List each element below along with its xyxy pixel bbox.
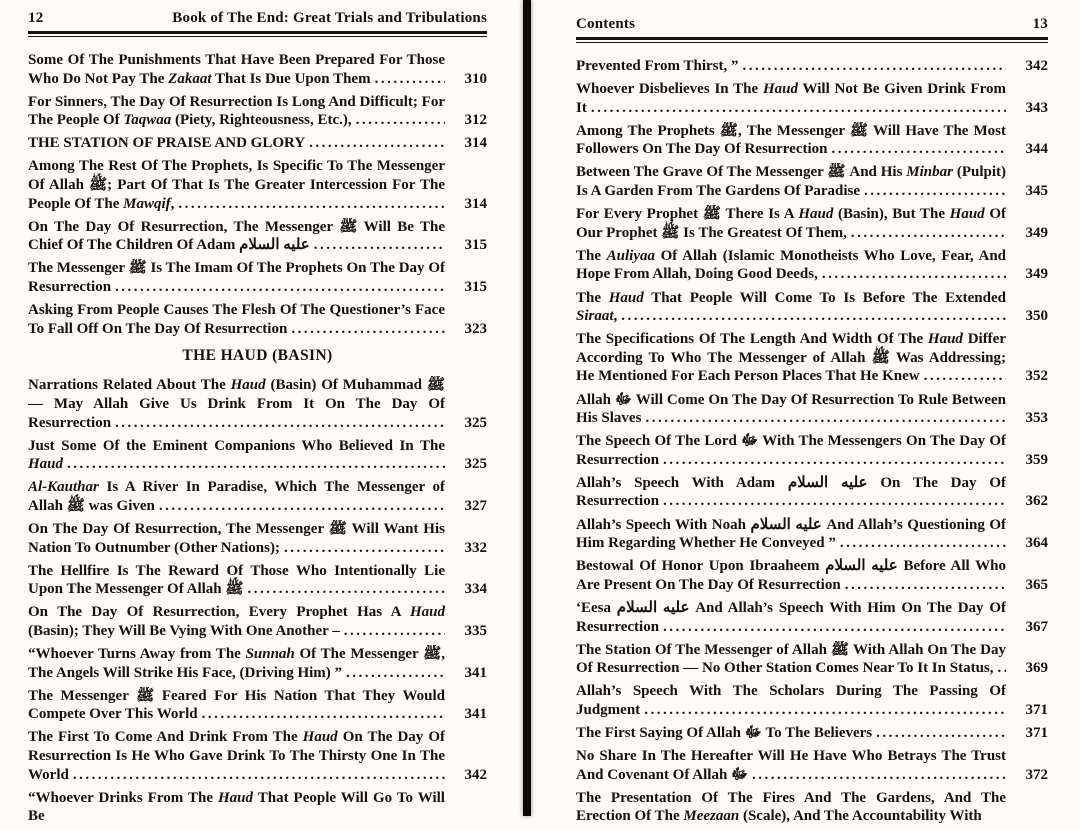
right-page-header bbox=[576, 16, 1048, 37]
toc-entry-text: The Haud That People Will Come To Is Before The Extended Siraat, ..... bbox=[576, 289, 1006, 326]
toc-entry-page-number: 343 bbox=[1025, 99, 1048, 116]
toc-entry-text: The Messenger ﷺ Is The Imam Of The Prophets On The Day Of Resurrection ..... bbox=[28, 259, 445, 296]
toc-entry-page-number: 349 bbox=[1025, 224, 1048, 241]
toc-entry-text: Narrations Related About The Haud (Basin) Of Muhammad ﷺ — May Allah Give Us Drink From It On The Day Of Resurrection ..... bbox=[28, 376, 445, 432]
toc-entry-page-number: 353 bbox=[1025, 410, 1048, 427]
toc-entry-text: On The Day Of Resurrection, The Messenger ﷺ Will Be The Chief Of The Children Of Adam عليه السلام ..... bbox=[28, 218, 445, 255]
toc-entry-page-number: 314 bbox=[464, 195, 487, 212]
toc-entry bbox=[576, 122, 1048, 159]
left-page-number: 12 bbox=[28, 10, 44, 26]
toc-entry-text: Among The Prophets ﷺ, The Messenger ﷺ Will Have The Most Followers On The Day Of Resurrection ..... bbox=[576, 122, 1006, 159]
toc-entry-page-number: 332 bbox=[464, 539, 487, 556]
section-heading: THE HAUD (BASIN) bbox=[182, 347, 333, 365]
toc-entry-text: Between The Grave Of The Messenger ﷺ And His Minbar (Pulpit) Is A Garden From The Gardens Of Paradise ..... bbox=[576, 163, 1006, 200]
toc-entry-text: On The Day Of Resurrection, Every Prophet Has A Haud (Basin); They Will Be Vying With One Another – ..... bbox=[28, 603, 445, 640]
toc-entry bbox=[28, 51, 487, 88]
toc-entry-text: Allah’s Speech With Noah عليه السلام And Allah’s Questioning Of Him Regarding Whether He Conveyed ” ..... bbox=[576, 516, 1006, 553]
toc-entry bbox=[28, 157, 487, 213]
toc-entry bbox=[576, 289, 1048, 326]
toc-entry-page-number: 364 bbox=[1025, 535, 1048, 552]
toc-entry-page-number: 342 bbox=[464, 766, 487, 783]
toc-entry-page-number: 312 bbox=[464, 112, 487, 129]
toc-entry-page-number: 342 bbox=[1025, 58, 1048, 74]
left-running-title: Book of The End: Great Trials and Tribulations bbox=[172, 10, 487, 26]
toc-entry bbox=[28, 478, 487, 515]
toc-entry bbox=[576, 599, 1048, 636]
toc-entry-page-number: 345 bbox=[1025, 183, 1048, 200]
toc-entry-text: Allah’s Speech With The Scholars During The Passing Of Judgment ..... bbox=[576, 682, 1006, 719]
toc-entry-text: For Sinners, The Day Of Resurrection Is Long And Difficult; For The People Of Taqwaa (Piety, Righteousness, Etc.), ..... bbox=[28, 93, 445, 130]
toc-entry bbox=[576, 682, 1048, 719]
toc-entry-page-number: 327 bbox=[464, 497, 487, 514]
toc-entry-text: The Specifications Of The Length And Width Of The Haud Differ According To Who The Messenger of Allah ﷺ Was Addressing; He Mentioned For Each Person Places That He Knew ..... bbox=[576, 330, 1006, 386]
toc-entry bbox=[28, 218, 487, 255]
toc-entry bbox=[28, 437, 487, 474]
toc-entry-text: The Speech Of The Lord ﷻ With The Messengers On The Day Of Resurrection ..... bbox=[576, 432, 1006, 469]
toc-entry-text: “Whoever Turns Away from The Sunnah Of The Messenger ﷺ, The Angels Will Strike His Face, (Driving Him) ” ..... bbox=[28, 645, 445, 682]
left-toc-entries bbox=[28, 51, 487, 826]
toc-entry bbox=[576, 163, 1048, 200]
toc-entry bbox=[576, 57, 1048, 76]
left-page-header bbox=[28, 10, 487, 31]
toc-entry bbox=[576, 747, 1048, 784]
toc-entry-page-number: 341 bbox=[464, 706, 487, 723]
toc-entry-text: Whoever Disbelieves In The Haud Will Not Be Given Drink From It ..... bbox=[576, 80, 1006, 117]
toc-entry-text: For Every Prophet ﷺ There Is A Haud (Basin), But The Haud Of Our Prophet ﷺ Is The Greatest Of Them, ..... bbox=[576, 205, 1006, 242]
toc-entry-page-number: 369 bbox=[1025, 660, 1048, 677]
toc-entry-page-number: 365 bbox=[1025, 576, 1048, 593]
toc-entry bbox=[576, 641, 1048, 678]
toc-entry bbox=[576, 516, 1048, 553]
toc-entry-text: The Presentation Of The Fires And The Gardens, And The Erection Of The Meezaan (Scale), And The Accountability With bbox=[576, 789, 1006, 825]
toc-entry-page-number: 350 bbox=[1025, 308, 1048, 325]
toc-entry-page-number: 367 bbox=[1025, 618, 1048, 635]
right-toc-entries bbox=[576, 57, 1048, 826]
toc-entry-text: The Auliyaa Of Allah (Islamic Monotheists Who Love, Fear, And Hope From Allah, Doing Good Deeds, ..... bbox=[576, 247, 1006, 284]
toc-entry-page-number: 325 bbox=[464, 414, 487, 431]
toc-entry-text: “Whoever Drinks From The Haud That People Will Go To Will Be bbox=[28, 789, 445, 825]
toc-entry-text: The Messenger ﷺ Feared For His Nation That They Would Compete Over This World ..... bbox=[28, 687, 445, 724]
toc-entry bbox=[576, 391, 1048, 428]
toc-entry bbox=[576, 474, 1048, 511]
toc-entry-text: The First To Come And Drink From The Haud On The Day Of Resurrection Is He Who Gave Drink To The Thirsty One In The World ..... bbox=[28, 728, 445, 784]
left-header-rule-thin bbox=[28, 36, 487, 37]
toc-entry bbox=[28, 259, 487, 296]
toc-entry bbox=[28, 520, 487, 557]
toc-entry-page-number: 341 bbox=[464, 664, 487, 681]
toc-entry-text: Asking From People Causes The Flesh Of The Questioner’s Face To Fall Off On The Day Of Resurrection ..... bbox=[28, 301, 445, 338]
toc-entry-page-number: 315 bbox=[464, 279, 487, 296]
toc-entry bbox=[576, 80, 1048, 117]
toc-entry bbox=[28, 562, 487, 599]
left-header-rule bbox=[28, 31, 487, 34]
toc-entry-text: No Share In The Hereafter Will He Have Who Betrays The Trust And Covenant Of Allah ﷻ ..... bbox=[576, 747, 1006, 784]
toc-entry-text: Allah ﷻ Will Come On The Day Of Resurrection To Rule Between His Slaves ..... bbox=[576, 391, 1006, 428]
toc-entry-page-number: 310 bbox=[464, 70, 487, 87]
toc-entry-page-number: 371 bbox=[1025, 725, 1048, 741]
toc-entry-text: The Station Of The Messenger of Allah ﷺ With Allah On The Day Of Resurrection — No Other Station Comes Near To It In Status, ..... bbox=[576, 641, 1006, 678]
toc-entry-text: Among The Rest Of The Prophets, Is Specific To The Messenger Of Allah ﷺ; Part Of That Is The Greater Intercession For The People Of The Mawqif, ..... bbox=[28, 157, 445, 213]
toc-entry bbox=[28, 301, 487, 338]
toc-entry-page-number: 371 bbox=[1025, 701, 1048, 718]
toc-entry-page-number: 362 bbox=[1025, 493, 1048, 510]
toc-entry-page-number: 344 bbox=[1025, 141, 1048, 158]
toc-entry-text: The Hellfire Is The Reward Of Those Who Intentionally Lie Upon The Messenger Of Allah ﷺ ..... bbox=[28, 562, 445, 599]
right-running-title: Contents bbox=[576, 16, 636, 32]
toc-entry bbox=[28, 789, 487, 826]
toc-entry bbox=[576, 205, 1048, 242]
toc-entry bbox=[576, 789, 1048, 826]
toc-entry bbox=[28, 376, 487, 432]
toc-entry-text: Bestowal Of Honor Upon Ibraaheem عليه السلام Before All Who Are Present On The Day Of Resurrection ..... bbox=[576, 557, 1006, 594]
toc-entry bbox=[576, 330, 1048, 386]
toc-entry-page-number: 335 bbox=[464, 622, 487, 639]
toc-entry-text: Just Some Of the Eminent Companions Who Believed In The Haud ..... bbox=[28, 437, 445, 474]
toc-entry bbox=[576, 432, 1048, 469]
left-page bbox=[28, 10, 487, 830]
toc-entry bbox=[576, 557, 1048, 594]
toc-entry-text: Prevented From Thirst, ” ..... bbox=[576, 57, 1006, 76]
toc-entry-page-number: 349 bbox=[1025, 266, 1048, 283]
page-gutter bbox=[523, 0, 531, 816]
toc-entry bbox=[576, 724, 1048, 743]
toc-entry-text: On The Day Of Resurrection, The Messenger ﷺ Will Want His Nation To Outnumber (Other Nations); ..... bbox=[28, 520, 445, 557]
toc-entry-page-number: 334 bbox=[464, 581, 487, 598]
toc-entry-text: Al-Kauthar Is A River In Paradise, Which The Messenger of Allah ﷺ was Given ..... bbox=[28, 478, 445, 515]
right-page bbox=[576, 16, 1048, 830]
toc-entry-page-number: 315 bbox=[464, 237, 487, 254]
toc-entry-page-number: 325 bbox=[464, 456, 487, 473]
right-header-rule bbox=[576, 37, 1048, 40]
toc-entry-text: Some Of The Punishments That Have Been Prepared For Those Who Do Not Pay The Zakaat That Is Due Upon Them ..... bbox=[28, 51, 445, 88]
toc-entry-page-number: 372 bbox=[1025, 766, 1048, 783]
toc-entry bbox=[28, 134, 487, 153]
toc-entry-text: The First Saying Of Allah ﷻ To The Believers ..... bbox=[576, 724, 1006, 743]
toc-entry bbox=[28, 603, 487, 640]
right-page-number: 13 bbox=[1032, 16, 1048, 32]
toc-entry-text: THE STATION OF PRAISE AND GLORY ..... bbox=[28, 134, 445, 153]
toc-entry-text: ‘Eesa عليه السلام And Allah’s Speech With Him On The Day Of Resurrection ..... bbox=[576, 599, 1006, 636]
toc-entry bbox=[28, 728, 487, 784]
right-header-rule-thin bbox=[576, 42, 1048, 43]
toc-entry-text: Allah’s Speech With Adam عليه السلام On The Day Of Resurrection ..... bbox=[576, 474, 1006, 511]
toc-entry bbox=[28, 645, 487, 682]
toc-entry bbox=[28, 687, 487, 724]
toc-entry-page-number: 359 bbox=[1025, 451, 1048, 468]
toc-entry-page-number: 352 bbox=[1025, 368, 1048, 385]
toc-entry-page-number: 314 bbox=[464, 135, 487, 152]
toc-entry bbox=[576, 247, 1048, 284]
toc-entry-page-number: 323 bbox=[464, 320, 487, 337]
toc-entry bbox=[28, 93, 487, 130]
